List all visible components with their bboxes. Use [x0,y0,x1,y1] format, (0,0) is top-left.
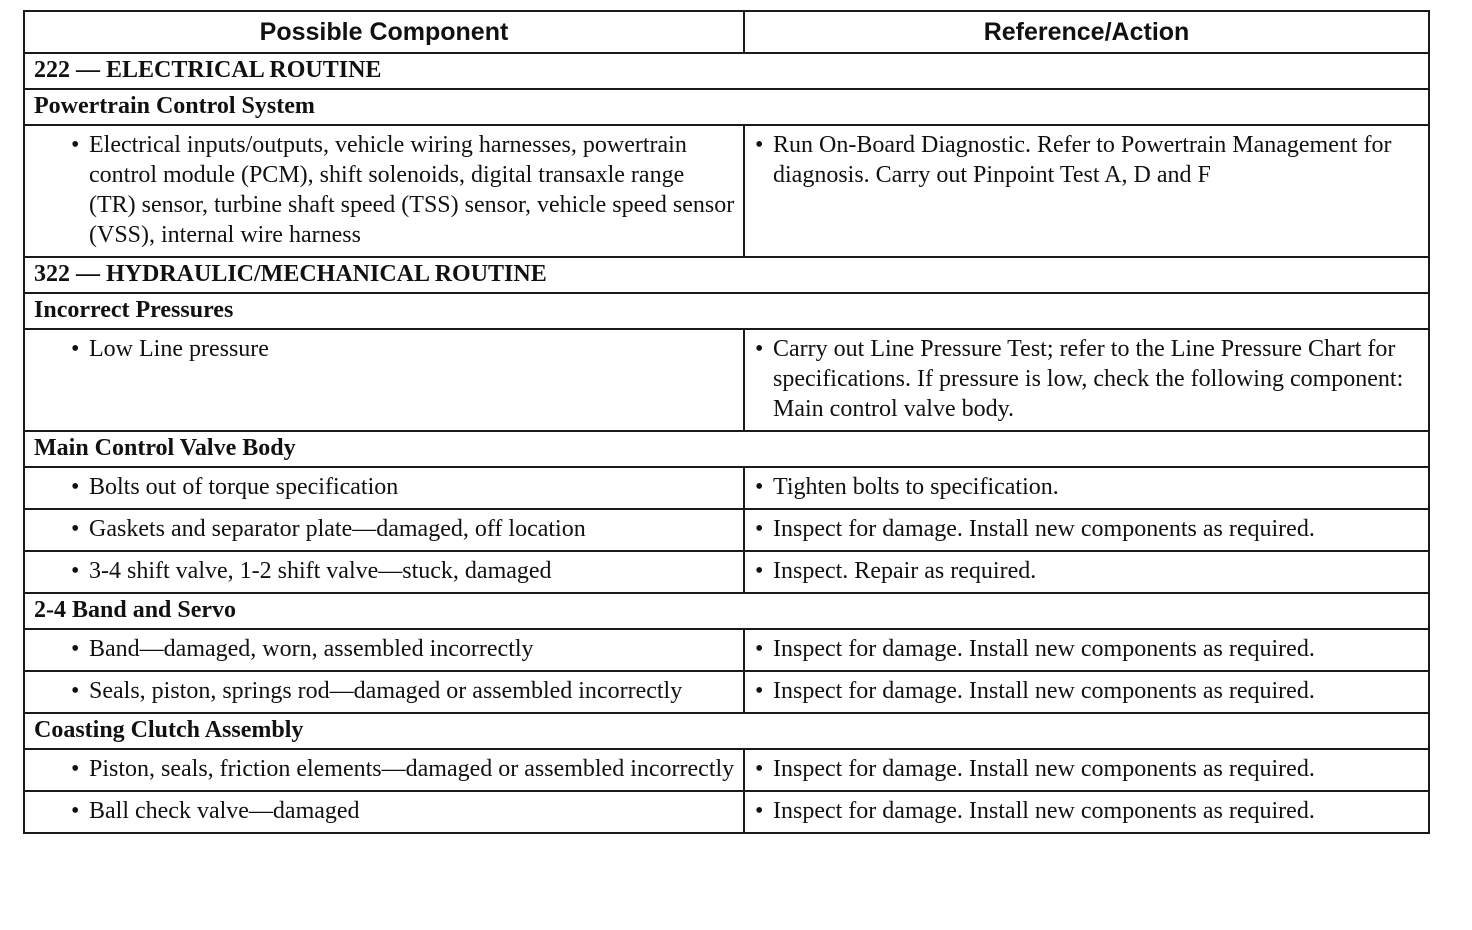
action-cell [744,467,1429,509]
component-text: • 3-4 shift valve, 1-2 shift valve—stuck, damaged [71,556,735,586]
subsection-coasting-clutch-assembly: Coasting Clutch Assembly [24,713,1429,749]
action-cell [744,125,1429,257]
component-text: • Gaskets and separator plate—damaged, off location [71,514,735,544]
diagnosis-table [23,10,1430,834]
table-row [24,329,1429,431]
component-cell [24,749,744,791]
action-cell [744,551,1429,593]
section-row [24,53,1429,89]
component-cell [24,125,744,257]
action-text: • Run On-Board Diagnostic. Refer to Powertrain Management for diagnosis. Carry out Pinpoint Test A, D and F [755,130,1420,190]
component-cell [24,671,744,713]
subsection-row [24,593,1429,629]
component-cell [24,509,744,551]
component-text: • Bolts out of torque specification [71,472,735,502]
subsection-row [24,431,1429,467]
component-cell [24,467,744,509]
table-row [24,629,1429,671]
action-cell [744,629,1429,671]
action-cell [744,791,1429,833]
table-row [24,509,1429,551]
table-row [24,467,1429,509]
subsection-row [24,713,1429,749]
header-possible-component: Possible Component [24,11,744,53]
action-cell [744,749,1429,791]
subsection-powertrain-control-system: Powertrain Control System [24,89,1429,125]
table-row [24,671,1429,713]
action-cell [744,329,1429,431]
component-text: • Ball check valve—damaged [71,796,735,826]
action-cell [744,671,1429,713]
action-text: • Inspect for damage. Install new components as required. [755,754,1420,784]
action-text: • Inspect for damage. Install new components as required. [755,634,1420,664]
component-text: • Band—damaged, worn, assembled incorrectly [71,634,735,664]
action-text: • Inspect for damage. Install new components as required. [755,676,1420,706]
table-header-row [24,11,1429,53]
component-cell [24,791,744,833]
header-reference-action: Reference/Action [744,11,1429,53]
section-hydraulic-mechanical-routine: 322 — HYDRAULIC/MECHANICAL ROUTINE [24,257,1429,293]
component-text: • Electrical inputs/outputs, vehicle wiring harnesses, powertrain control module (PCM), shift solenoids, digital transaxle range (TR) sensor, turbine shaft speed (TSS) sensor, vehicle speed sensor (VSS), internal wire harness [71,130,735,250]
action-text: • Inspect for damage. Install new components as required. [755,796,1420,826]
component-text: • Piston, seals, friction elements—damaged or assembled incorrectly [71,754,735,784]
component-cell [24,551,744,593]
table-row [24,551,1429,593]
component-text: • Low Line pressure [71,334,735,364]
subsection-incorrect-pressures: Incorrect Pressures [24,293,1429,329]
section-electrical-routine: 222 — ELECTRICAL ROUTINE [24,53,1429,89]
component-cell [24,329,744,431]
action-text: • Inspect. Repair as required. [755,556,1420,586]
component-cell [24,629,744,671]
subsection-band-and-servo: 2-4 Band and Servo [24,593,1429,629]
action-text: • Inspect for damage. Install new components as required. [755,514,1420,544]
table-row [24,749,1429,791]
table-row [24,791,1429,833]
subsection-row [24,293,1429,329]
table-row [24,125,1429,257]
component-text: • Seals, piston, springs rod—damaged or assembled incorrectly [71,676,735,706]
subsection-main-control-valve-body: Main Control Valve Body [24,431,1429,467]
action-text: • Tighten bolts to specification. [755,472,1420,502]
action-text: • Carry out Line Pressure Test; refer to the Line Pressure Chart for specifications. If pressure is low, check the following component: Main control valve body. [755,334,1420,424]
action-cell [744,509,1429,551]
section-row [24,257,1429,293]
subsection-row [24,89,1429,125]
